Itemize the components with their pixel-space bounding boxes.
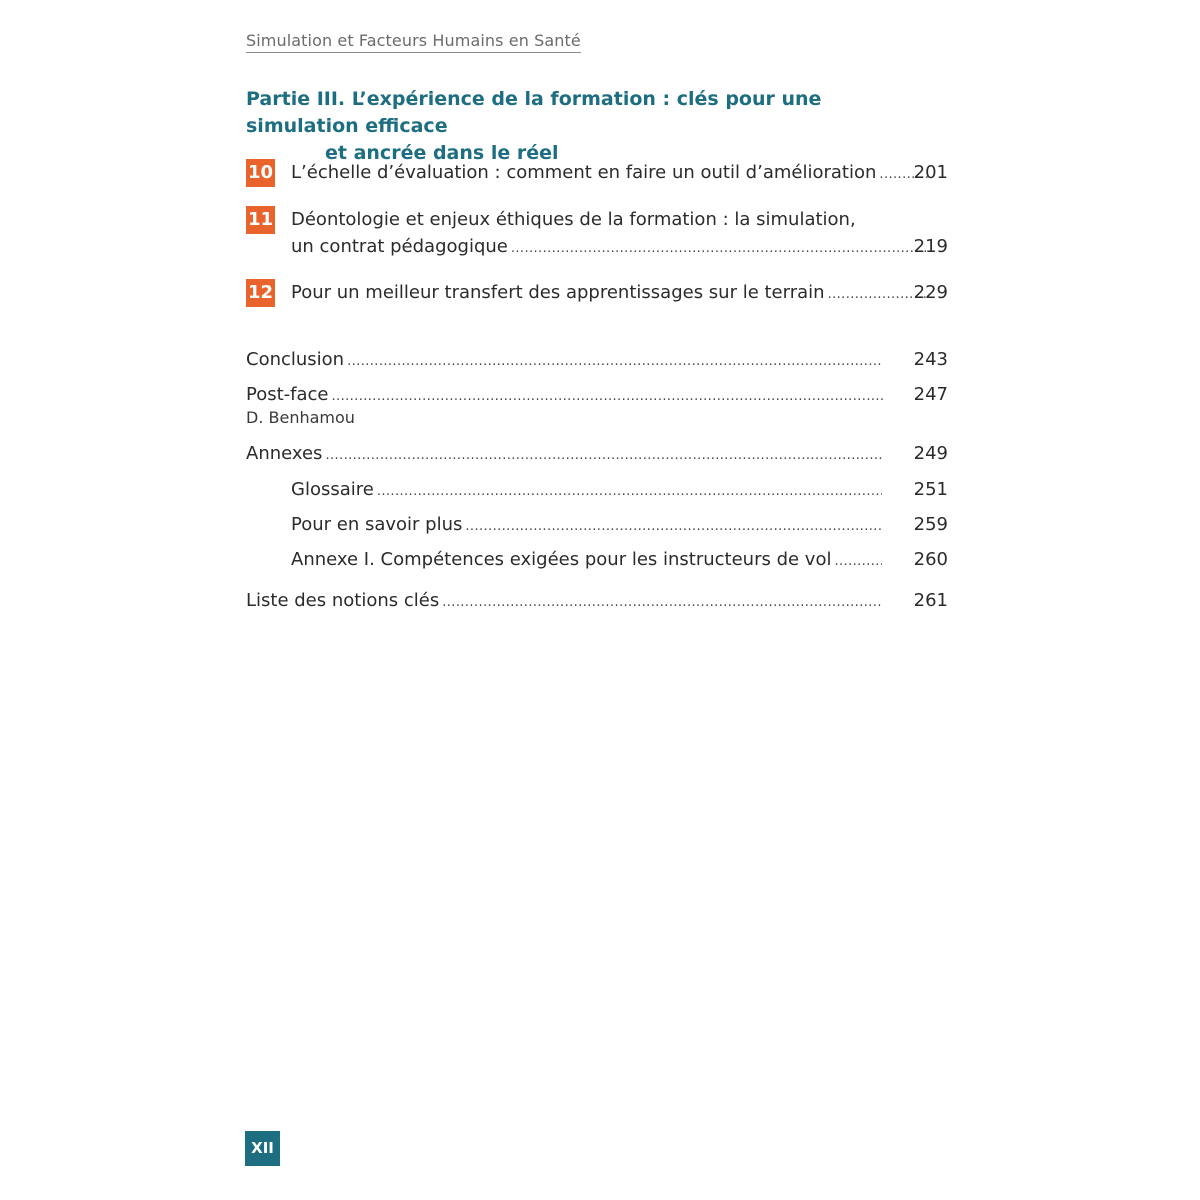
chapter-title: Pour un meilleur transfert des apprentissages sur le terrain [291, 282, 825, 303]
page-number: 261 [913, 590, 948, 611]
chapter-number-badge: 12 [246, 279, 275, 307]
page-number: 251 [913, 479, 948, 500]
running-head: Simulation et Facteurs Humains en Santé [246, 31, 581, 53]
chapter-title: Déontologie et enjeux éthiques de la formation : la simulation, [291, 209, 856, 230]
postface-author: D. Benhamou [246, 408, 355, 427]
chapter-number-badge: 10 [246, 159, 275, 187]
dot-leader [332, 383, 884, 410]
page-number: 260 [913, 549, 948, 570]
toc-chapter-entry[interactable] [291, 279, 882, 308]
entry-title: Annexes [246, 443, 323, 464]
dot-leader [347, 348, 883, 375]
dot-leader [834, 548, 882, 575]
dot-leader [511, 235, 928, 262]
toc-entry-savoir-plus[interactable] [291, 511, 882, 540]
chapter-number-badge: 11 [246, 206, 275, 234]
toc-entry-glossaire[interactable] [291, 476, 882, 505]
dot-leader [377, 478, 882, 505]
toc-chapter-entry[interactable] [291, 206, 882, 262]
toc-entry-postface[interactable] [246, 381, 948, 410]
chapter-title: L’échelle d’évaluation : comment en faire un outil d’amélioration [291, 162, 877, 183]
page-number: 243 [913, 349, 948, 370]
entry-title: Pour en savoir plus [291, 514, 463, 535]
toc-entry-notions[interactable] [246, 587, 948, 616]
part-title-line2: et ancrée dans le réel [325, 142, 559, 164]
toc-entry-conclusion[interactable] [246, 346, 948, 375]
page-number: 259 [913, 514, 948, 535]
page-number: 201 [913, 162, 948, 183]
dot-leader [442, 589, 883, 616]
page-number: 229 [913, 282, 948, 303]
entry-title: Post-face [246, 384, 329, 405]
page-number: 249 [913, 443, 948, 464]
chapter-title-continued: un contrat pédagogique [291, 236, 508, 257]
toc-entry-annexe-1[interactable] [291, 546, 882, 575]
part-title [246, 86, 886, 167]
entry-title: Glossaire [291, 479, 374, 500]
dot-leader [465, 513, 882, 540]
folio-page-number: XII [245, 1131, 280, 1166]
entry-title: Conclusion [246, 349, 345, 370]
page-number: 247 [913, 384, 948, 405]
page-number: 219 [913, 236, 948, 257]
dot-leader [325, 442, 883, 469]
entry-title: Annexe I. Compétences exigées pour les instructeurs de vol [291, 549, 832, 570]
entry-title: Liste des notions clés [246, 590, 440, 611]
part-title-line1: Partie III. L’expérience de la formation : clés pour une simulation efficace [246, 88, 822, 137]
toc-entry-annexes[interactable] [246, 440, 948, 469]
toc-chapter-entry[interactable] [291, 159, 882, 188]
